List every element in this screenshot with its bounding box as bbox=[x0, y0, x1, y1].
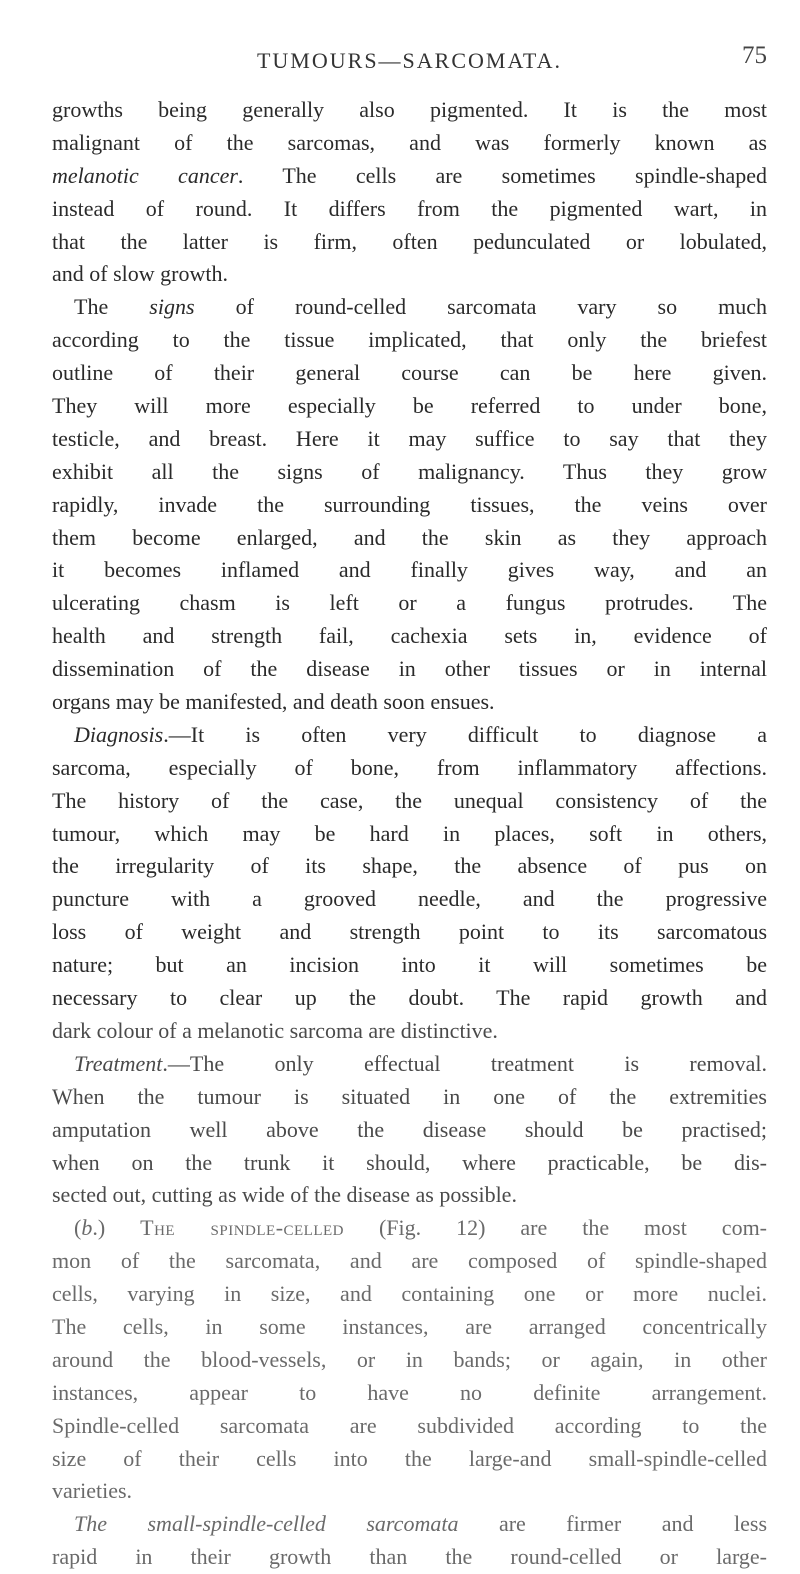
line-text: ( bbox=[74, 1215, 82, 1241]
text-line bbox=[52, 785, 767, 818]
line-text: cells, varying in size, and containing one or more nuclei. bbox=[52, 1281, 767, 1307]
italic-term: Treatment bbox=[74, 1050, 163, 1076]
text-line bbox=[52, 1475, 767, 1508]
text-line bbox=[52, 587, 767, 620]
line-text: puncture with a grooved needle, and the progressive bbox=[52, 886, 767, 912]
text-line bbox=[52, 1081, 767, 1114]
line-text: varieties. bbox=[52, 1478, 133, 1504]
text-line bbox=[52, 489, 767, 522]
line-text: dissemination of the disease in other tissues or in internal bbox=[52, 656, 767, 682]
line-text: testicle, and breast. Here it may suffice to say that they bbox=[52, 425, 767, 451]
line-text: sarcoma, especially of bone, from inflammatory affections. bbox=[52, 754, 767, 780]
text-line bbox=[52, 423, 767, 456]
text-line bbox=[52, 160, 767, 193]
italic-term: signs bbox=[149, 294, 195, 320]
text-line bbox=[52, 1377, 767, 1410]
line-text: .—The only effectual treatment is removal. bbox=[162, 1050, 767, 1076]
text-line bbox=[52, 1344, 767, 1377]
line-text: organs may be manifested, and death soon ensues. bbox=[52, 689, 495, 715]
text-line bbox=[52, 94, 767, 127]
text-line bbox=[52, 1443, 767, 1476]
line-text: .—It is often very difficult to diagnose a bbox=[163, 721, 767, 747]
line-text: outline of their general course can be here given. bbox=[52, 360, 767, 386]
line-text: ulcerating chasm is left or a fungus protrudes. The bbox=[52, 590, 767, 616]
line-text: The cells, in some instances, are arranged concentrically bbox=[52, 1313, 767, 1339]
text-line bbox=[52, 1179, 767, 1212]
text-line bbox=[52, 1015, 767, 1048]
line-text: instead of round. It differs from the pigmented wart, in bbox=[52, 195, 767, 221]
book-page bbox=[52, 0, 767, 1570]
text-line bbox=[52, 620, 767, 653]
italic-term: melanotic cancer bbox=[52, 162, 238, 188]
line-text: amputation well above the disease should be practised; bbox=[52, 1116, 767, 1142]
line-text: nature; but an incision into it will sometimes be bbox=[52, 952, 767, 978]
text-line bbox=[52, 1541, 767, 1574]
line-text: mon of the sarcomata, and are composed of spindle-shaped bbox=[52, 1248, 767, 1274]
line-text: The history of the case, the unequal consistency of the bbox=[52, 787, 767, 813]
line-text: . The cells are sometimes spindle-shaped bbox=[237, 162, 767, 188]
text-line bbox=[52, 949, 767, 982]
text-line bbox=[52, 1147, 767, 1180]
italic-term: Diagnosis bbox=[74, 721, 164, 747]
text-line bbox=[52, 522, 767, 555]
text-line bbox=[52, 719, 767, 752]
line-text: when on the trunk it should, where practicable, be dis- bbox=[52, 1149, 767, 1175]
line-text: rapidly, invade the surrounding tissues, the veins over bbox=[52, 491, 767, 517]
text-line bbox=[52, 1114, 767, 1147]
line-text: instances, appear to have no definite arrangement. bbox=[52, 1379, 767, 1405]
running-title: TUMOURS—SARCOMATA. bbox=[256, 48, 562, 73]
text-line bbox=[52, 1311, 767, 1344]
text-line bbox=[52, 1048, 767, 1081]
text-line bbox=[52, 456, 767, 489]
line-text: When the tumour is situated in one of the extremities bbox=[52, 1083, 767, 1109]
text-line bbox=[52, 324, 767, 357]
small-caps-heading: The spindle-celled bbox=[140, 1215, 345, 1241]
line-text: (Fig. 12) are the most com- bbox=[344, 1215, 767, 1241]
text-line bbox=[52, 916, 767, 949]
italic-term: The small-spindle-celled sarcomata bbox=[74, 1511, 459, 1537]
text-line bbox=[52, 982, 767, 1015]
line-text: dark colour of a melanotic sarcoma are distinctive. bbox=[52, 1017, 498, 1043]
text-line bbox=[52, 686, 767, 719]
line-text: the irregularity of its shape, the absence of pus on bbox=[52, 853, 767, 879]
line-text: They will more especially be referred to under bone, bbox=[52, 393, 767, 419]
line-text: them become enlarged, and the skin as they approach bbox=[52, 524, 767, 550]
text-line bbox=[52, 258, 767, 291]
text-line bbox=[52, 850, 767, 883]
text-line bbox=[52, 1212, 767, 1245]
text-line bbox=[52, 390, 767, 423]
running-head bbox=[52, 42, 767, 82]
italic-term: b bbox=[81, 1215, 93, 1241]
text-line bbox=[52, 653, 767, 686]
text-line bbox=[52, 554, 767, 587]
line-text: are firmer and less bbox=[458, 1511, 767, 1537]
line-text: necessary to clear up the doubt. The rapid growth and bbox=[52, 985, 767, 1011]
text-line bbox=[52, 193, 767, 226]
line-text: size of their cells into the large-and small-spindle-celled bbox=[52, 1445, 767, 1471]
text-line bbox=[52, 226, 767, 259]
line-text: Spindle-celled sarcomata are subdivided according to the bbox=[52, 1412, 767, 1438]
line-text: loss of weight and strength point to its sarcomatous bbox=[52, 919, 767, 945]
line-text: growths being generally also pigmented. It is the most bbox=[52, 97, 767, 122]
line-text: rapid in their growth than the round-celled or large- bbox=[52, 1544, 767, 1570]
text-line bbox=[52, 291, 767, 324]
text-line bbox=[52, 1245, 767, 1278]
text-line bbox=[52, 883, 767, 916]
text-line bbox=[52, 1410, 767, 1443]
body-text bbox=[52, 94, 767, 1574]
line-text: it becomes inflamed and finally gives way, and an bbox=[52, 557, 767, 583]
line-text: malignant of the sarcomas, and was formerly known as bbox=[52, 129, 767, 155]
line-text: that the latter is firm, often pedunculated or lobulated, bbox=[52, 228, 767, 254]
line-text: around the blood-vessels, or in bands; or again, in other bbox=[52, 1346, 767, 1372]
line-text: sected out, cutting as wide of the disease as possible. bbox=[52, 1182, 517, 1208]
line-text: of round-celled sarcomata vary so much bbox=[194, 294, 767, 320]
line-text: The bbox=[74, 294, 150, 320]
line-text: .) bbox=[92, 1215, 141, 1241]
page-number: 75 bbox=[742, 42, 767, 69]
text-line bbox=[52, 752, 767, 785]
line-text: according to the tissue implicated, that only the briefest bbox=[52, 327, 767, 353]
text-line bbox=[52, 1508, 767, 1541]
line-text: health and strength fail, cachexia sets in, evidence of bbox=[52, 623, 767, 649]
text-line bbox=[52, 1278, 767, 1311]
line-text: exhibit all the signs of malignancy. Thus they grow bbox=[52, 458, 767, 484]
line-text: and of slow growth. bbox=[52, 261, 228, 287]
text-line bbox=[52, 127, 767, 160]
text-line bbox=[52, 818, 767, 851]
text-line bbox=[52, 357, 767, 390]
line-text: tumour, which may be hard in places, soft in others, bbox=[52, 820, 767, 846]
